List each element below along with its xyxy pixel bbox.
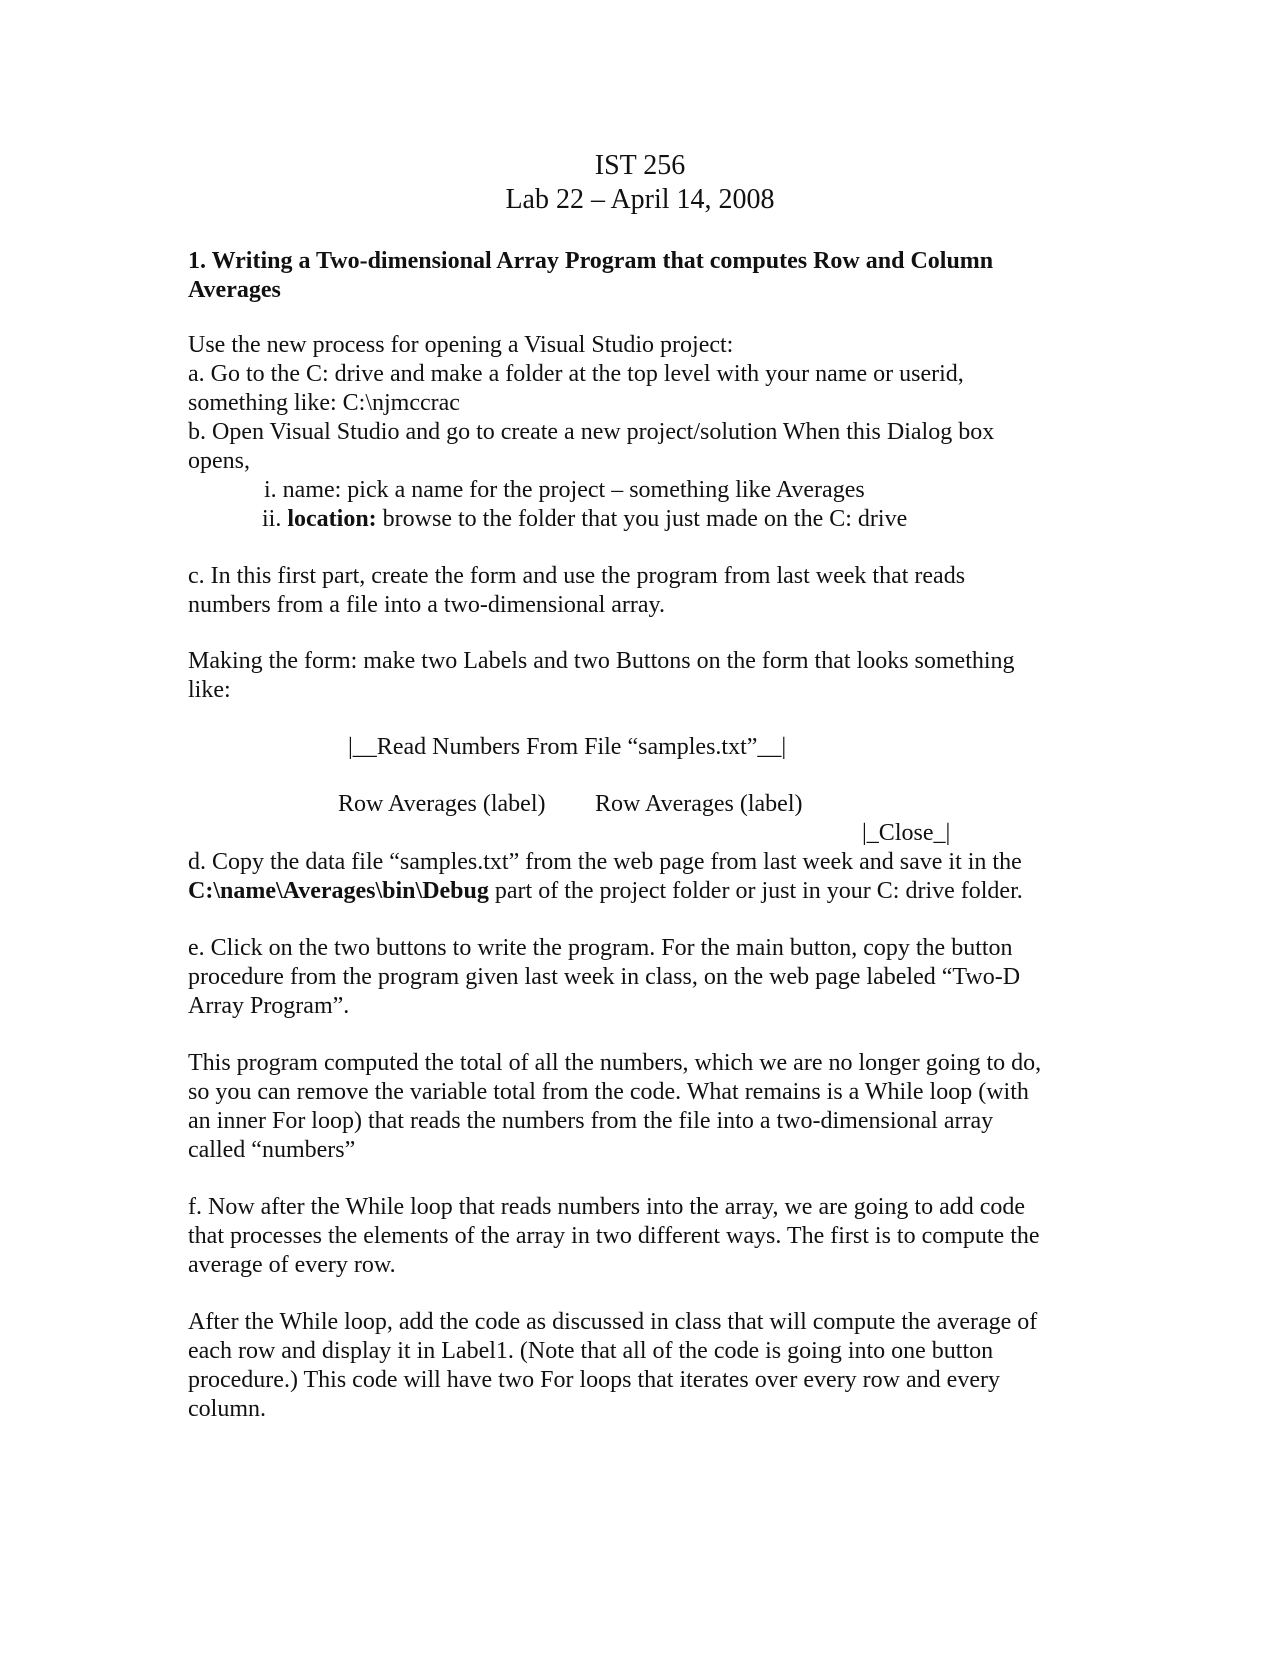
debug-path: C:\name\Averages\bin\Debug xyxy=(188,878,489,904)
step-d-line2-rest: part of the project folder or just in your C: drive folder. xyxy=(488,878,1023,904)
after-while-line3: procedure.) This code will have two For loops that iterates over every row and every xyxy=(188,1367,1000,1393)
step-d-line1: d. Copy the data file “samples.txt” from the web page from last week and save it in the xyxy=(188,849,1022,875)
substep-ii-rest: browse to the folder that you just made on the C: drive xyxy=(376,506,908,532)
step-c-line2: numbers from a file into a two-dimensional array. xyxy=(188,592,665,618)
section-heading-line1: 1. Writing a Two-dimensional Array Program that computes Row and Column xyxy=(188,248,994,274)
program-note-line2: so you can remove the variable total from the code. What remains is a While loop (with xyxy=(188,1079,1029,1105)
step-e-line2: procedure from the program given last week in class, on the web page labeled “Two-D xyxy=(188,964,1021,990)
step-b-line1: b. Open Visual Studio and go to create a new project/solution When this Dialog box xyxy=(188,419,995,445)
substep-ii-prefix: ii. xyxy=(262,506,288,532)
step-e-line3: Array Program”. xyxy=(188,993,350,1019)
course-title: IST 256 xyxy=(594,150,686,181)
intro-line: Use the new process for opening a Visual Studio project: xyxy=(188,332,734,358)
after-while-line1: After the While loop, add the code as discussed in class that will compute the average of xyxy=(188,1309,1038,1335)
substep-ii-location: location: xyxy=(287,506,377,532)
making-form-line1: Making the form: make two Labels and two Buttons on the form that looks something xyxy=(188,648,1015,674)
row-averages-label-sketch-2: Row Averages (label) xyxy=(595,791,803,817)
program-note-line3: an inner For loop) that reads the numbers from the file into a two-dimensional array xyxy=(188,1108,994,1134)
step-e-line1: e. Click on the two buttons to write the program. For the main button, copy the button xyxy=(188,935,1013,961)
substep-i: i. name: pick a name for the project – something like Averages xyxy=(264,477,865,503)
step-f-line3: average of every row. xyxy=(188,1252,396,1278)
step-a-line1: a. Go to the C: drive and make a folder at the top level with your name or userid, xyxy=(188,361,964,387)
lab-title: Lab 22 – April 14, 2008 xyxy=(505,184,775,215)
program-note-line4: called “numbers” xyxy=(188,1137,356,1163)
read-numbers-button-sketch: |__Read Numbers From File “samples.txt”__| xyxy=(348,734,787,760)
step-c-line1: c. In this first part, create the form and use the program from last week that reads xyxy=(188,563,966,589)
row-averages-label-sketch-1: Row Averages (label) xyxy=(338,791,546,817)
program-note-line1: This program computed the total of all the numbers, which we are no longer going to do, xyxy=(188,1050,1042,1076)
after-while-line4: column. xyxy=(188,1396,266,1422)
substep-ii xyxy=(262,504,907,534)
step-f-line2: that processes the elements of the array in two different ways. The first is to compute the xyxy=(188,1223,1040,1249)
making-form-line2: like: xyxy=(188,677,231,703)
step-f-line1: f. Now after the While loop that reads numbers into the array, we are going to add code xyxy=(188,1194,1026,1220)
section-heading-line2: Averages xyxy=(188,277,281,303)
close-button-sketch: |_Close_| xyxy=(862,820,951,846)
step-d-line2 xyxy=(188,876,1023,906)
after-while-line2: each row and display it in Label1. (Note that all of the code is going into one button xyxy=(188,1338,994,1364)
step-a-line2: something like: C:\njmccrac xyxy=(188,390,460,416)
step-b-line2: opens, xyxy=(188,448,250,474)
